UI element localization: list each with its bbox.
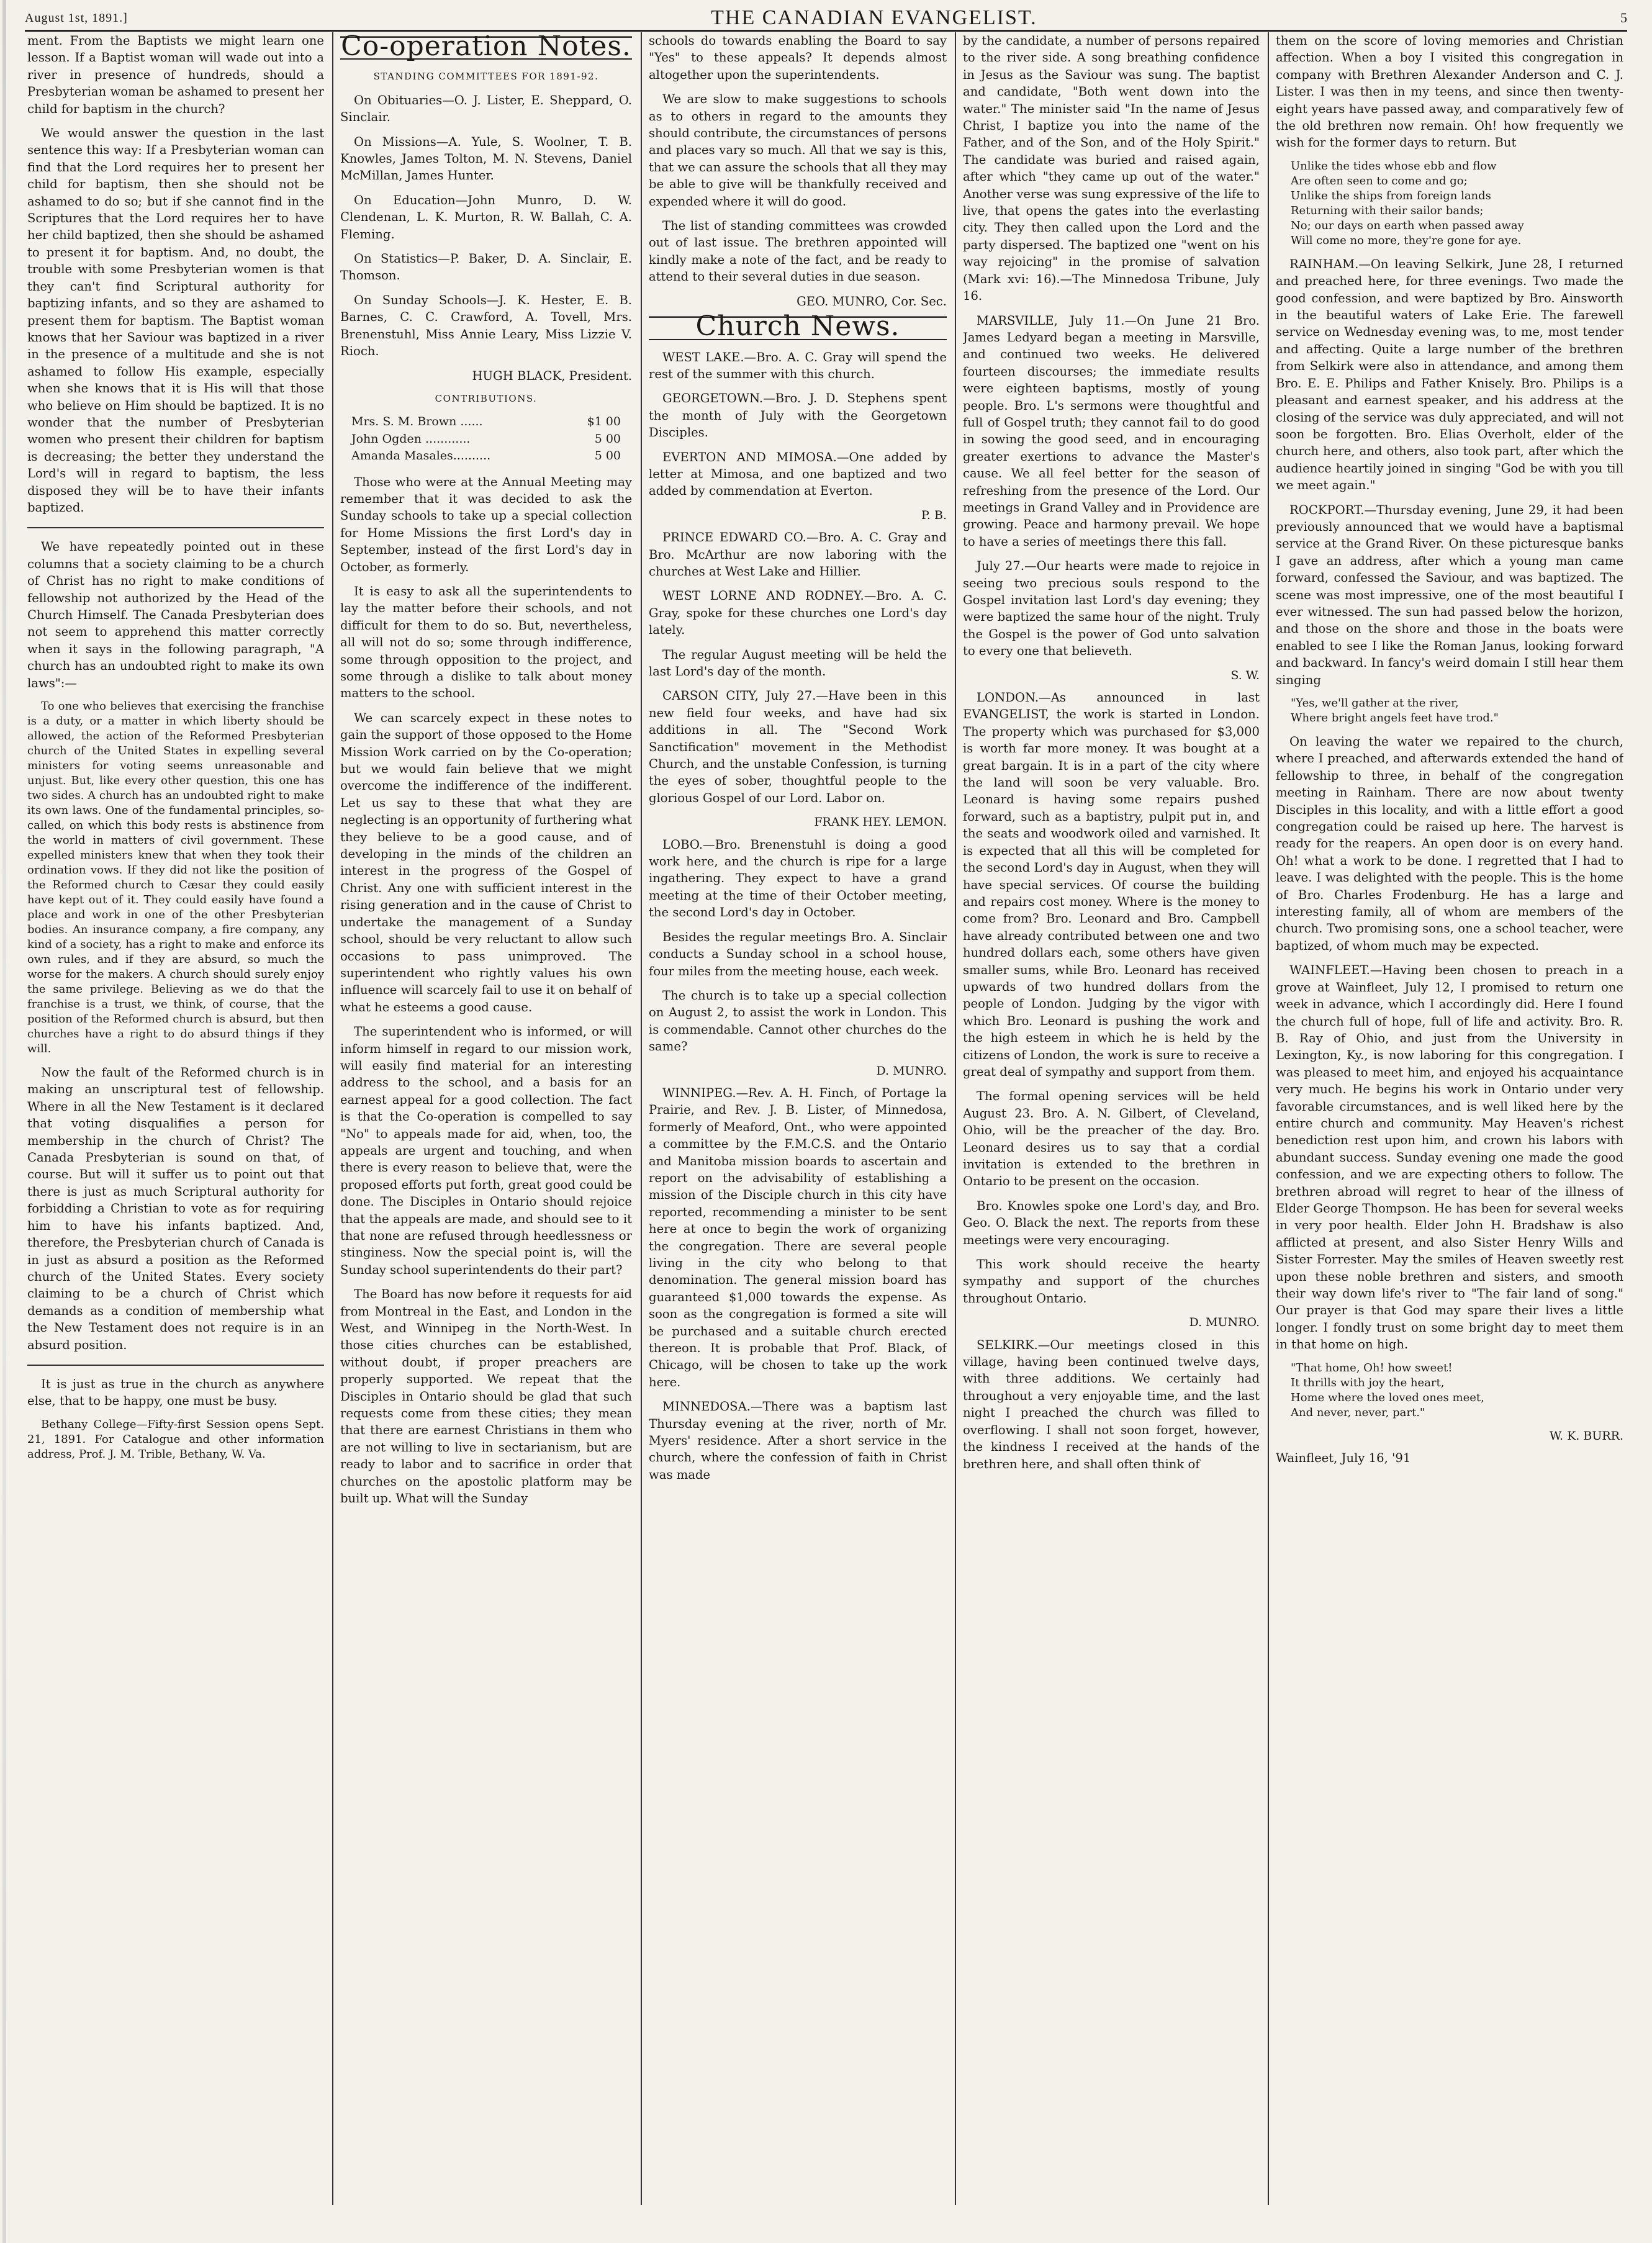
paragraph: On Missions—A. Yule, S. Woolner, T. B. Knowles, James Tolton, M. N. Stevens, Daniel McMillan, James Hunter. xyxy=(340,134,632,183)
paragraph: them on the score of loving memories and Christian affection. When a boy I visited this congregation in company with Brethren Alexander Anderson and C. J. Lister. I was then in my teens, and since then twenty-eight years have passed away, and comparatively few of the old brethren now remain. Oh! how frequently we wish for the former days to return. But xyxy=(1276,34,1623,150)
paragraph: We have repeatedly pointed out in these columns that a society claiming to be a church of Christ has no right to make conditions of fellowship not authorized by the Head of the Church Himself. The Canada Presbyterian does not seem to apprehend this matter correctly when it says in the following paragraph, "A church has an undoubted right to make its own laws":— xyxy=(27,539,324,690)
table-cell: 5 00 xyxy=(594,449,621,463)
page-edge xyxy=(2,0,6,2243)
paragraph: ment. From the Baptists we might learn one lesson. If a Baptist woman will wade out into a river in presence of hundreds, should a Presbyterian woman be ashamed to present her child for baptism in the church? xyxy=(27,34,324,116)
dateline: Wainfleet, July 16, '91 xyxy=(1276,1451,1411,1466)
table-row xyxy=(340,448,632,464)
paragraph: On Obituaries—O. J. Lister, E. Sheppard, O. Sinclair. xyxy=(340,93,632,125)
block-quote: To one who believes that exercising the franchise is a duty, or a matter in which liberty should be allowed, the action of the Reformed Presbyterian church of the United States in expelling several ministers for voting seems unreasonable and unjust. But, like every other question, this one has two sides. A church has an undoubted right to make its own laws. One of the fundamental principles, so-called, on which this body rests is abstinence from the world in matters of civil government. These expelled ministers knew that when they took their ordination vows. If they did not like the position of the Reformed church to Cæsar they could easily have kept out of it. They could easily have found a place and work in one of the other Presbyterian bodies. An insurance company, a fire company, any kind of a society, has a right to make and enforce its own rules, and if they are absurd, so much the worse for the makers. A church should surely enjoy the same privilege. Believing as we do that the franchise is a trust, we think, of course, that the position of the Reformed church is absurd, but then churches have a right to do absurd things if they will. xyxy=(27,700,324,1056)
signature: D. MUNRO. xyxy=(1189,1316,1260,1330)
table-cell: $1 00 xyxy=(587,415,621,429)
divider xyxy=(27,527,324,528)
signature: FRANK HEY. LEMON. xyxy=(814,815,947,829)
signature: S. W. xyxy=(1230,668,1260,682)
advertisement: Bethany College—Fifty-first Session opens Sept. 21, 1891. For Catalogue and other information address, Prof. J. M. Trible, Bethany, W. Va. xyxy=(27,1417,324,1461)
paragraph: Now the fault of the Reformed church is in making an unscriptural test of fellowship. Where in all the New Testament is it declared that voting disqualifies a person for membership in the church of Christ? The Canada Presbyterian is sound on that, of course. But will it suffer us to point out that there is just as much Scriptural authority for forbidding a Christian to vote as for requiring him to have his infants baptized. And, therefore, the Presbyterian church of Canada is in just as absurd a position as the Reformed church of the United States. Every society claiming to be a church of Christ which demands as a condition of membership what the New Testament does not require is in an absurd position. xyxy=(27,1065,324,1352)
column-rule xyxy=(1268,32,1269,2205)
column-rule xyxy=(332,32,333,2205)
section-title-church-news: Church News. xyxy=(649,316,947,340)
poem: Unlike the tides whose ebb and flow Are often seen to come and go; Unlike the ships from foreign lands Returning with their sailor bands; No; our days on earth when passed away Will come no more, they're gone for aye. xyxy=(1291,159,1524,247)
paragraph: We can scarcely expect in these notes to gain the support of those opposed to the Home Mission Work carried on by the Co-operation; but we would fain believe that we might overcome the indifference of the indifferent. Let us say to these that what they are neglecting is an opportunity of furthering what they believe to be a good cause, and of developing in the minds of the children an interest in the progress of the Gospel of Christ. Any one with sufficient interest in the rising generation and in the cause of Christ to undertake the management of a Sunday school, should be very reluctant to allow such occasions to pass unimproved. The superintendent who rightly values his own influence will scarcely fail to use it on behalf of what he esteems a good cause. xyxy=(340,710,632,1014)
signature: W. K. BURR. xyxy=(1549,1428,1623,1443)
paragraph: RAINHAM.—On leaving Selkirk, June 28, I returned and preached here, for three evenings. Two made the good confession, and were baptized by Bro. Ainsworth in the beautiful waters of Lake Erie. The farewell service on Wednesday evening was, to me, most tender and affecting. Quite a large number of the brethren from Selkirk were also in attendance, and among them Bro. E. E. Philips and Father Knisely. Bro. Philips is a pleasant and earnest speaker, and his address at the closing of the service was duly appreciated, and will not soon be forgotten. Bro. Elias Overholt, elder of the church here, and others, also took part, after which the audience heartily joined in singing "God be with you till we meet again." xyxy=(1276,256,1623,493)
page-number: 5 xyxy=(1620,10,1627,25)
paragraph: It is easy to ask all the superintendents to lay the matter before their schools, and not difficult for them to do so. But, nevertheless, all will not do so; some through indifference, some through opposition to the project, and some through a dislike to talk about money matters to the school. xyxy=(340,584,632,701)
paragraph: On leaving the water we repaired to the church, where I preached, and afterwards extended the hand of fellowship to three, in behalf of the congregation meeting in Rainham. There are now about twenty Disciples in this locality, and with a little effort a good congregation could be raised up here. The harvest is ready for the reapers. An open door is on every hand. Oh! what a work to be done. I regretted that I had to leave. I was delighted with the people. This is the home of Bro. Charles Frodenburg. He has a large and interesting family, all of whom are members of the church. Two promising sons, one a school teacher, were baptized, of whom much may be expected. xyxy=(1276,734,1623,953)
paragraph: WAINFLEET.—Having been chosen to preach in a grove at Wainfleet, July 12, I promised to return one week in advance, which I accordingly did. Here I found the church full of hope, full of life and activity. Bro. R. B. Ray of Ohio, and just from the University in Lexington, Ky., is now laboring for this congregation. I was pleased to meet him, and enjoyed his acquaintance very much. He begins his work in Ontario under very favorable circumstances, and is well liked here by the entire church and community. May Heaven's richest benediction rest upon him, and crown his labors with abundant success. Sunday evening one made the good confession, and we are expecting others to follow. The brethren abroad will regret to hear of the illness of Elder George Thompson. He has been for several weeks in very poor health. Elder John H. Bradshaw is also afflicted at present, and also Sister Henry Wills and Sister Forrester. May the smiles of Heaven sweetly rest upon these noble brethren and sisters, and smooth their way down life's river to "The fair land of song." Our prayer is that God may spare their lives a little longer. I fondly trust on some bright day to meet them in that home on high. xyxy=(1276,963,1623,1352)
paragraph: On Education—John Munro, D. W. Clendenan, L. K. Murton, R. W. Ballah, C. A. Fleming. xyxy=(340,192,632,241)
signature: HUGH BLACK, President. xyxy=(472,368,632,383)
paragraph: MINNEDOSA.—There was a baptism last Thursday evening at the river, north of Mr. Myers' residence. After a short service in the church, where the confession of faith in Christ was made xyxy=(649,1399,947,1482)
issue-date: August 1st, 1891.] xyxy=(25,11,128,25)
column-rule xyxy=(955,32,956,2205)
table-row xyxy=(340,431,632,448)
column-4 xyxy=(963,32,1260,2227)
paragraph: The superintendent who is informed, or will inform himself in regard to our mission work, will easily find material for an interesting address to the school, and a basis for an earnest appeal for a good collection. The fact is that the Co-operation is compelled to say "No" to appeals made for aid, when, too, the appeals are urgent and touching, and when there is every reason to believe that, were the proposed efforts put forth, great good could be done. The Disciples in Ontario should rejoice that the appeals are made, and should see to it that none are refused through heedlessness or stinginess. Now the special point is, will the Sunday school superintendents do their part? xyxy=(340,1024,632,1277)
paragraph: The list of standing committees was crowded out of last issue. The brethren appointed will kindly make a note of the fact, and be ready to attend to their several duties in due season. xyxy=(649,219,947,284)
paragraph: The formal opening services will be held August 23. Bro. A. N. Gilbert, of Cleveland, Ohio, will be the preacher of the day. Bro. Leonard desires us to say that a cordial invitation is extended to the brethren in Ontario to be present on the occasion. xyxy=(963,1089,1260,1189)
paragraph: It is just as true in the church as anywhere else, that to be happy, one must be busy. xyxy=(27,1376,324,1409)
subheading: CONTRIBUTIONS. xyxy=(435,392,538,404)
paragraph: LOBO.—Bro. Brenenstuhl is doing a good work here, and the church is ripe for a large ingathering. They expect to have a grand meeting at the time of their October meeting, the second Lord's day in October. xyxy=(649,837,947,920)
table-cell: Mrs. S. M. Brown ...... xyxy=(351,415,483,429)
table-cell: John Ogden ............ xyxy=(351,431,471,446)
table-row xyxy=(340,413,632,430)
column-5 xyxy=(1276,32,1623,2227)
paragraph: The regular August meeting will be held the last Lord's day of the month. xyxy=(649,647,947,679)
paragraph: WEST LORNE AND RODNEY.—Bro. A. C. Gray, spoke for these churches one Lord's day lately. xyxy=(649,589,947,638)
table-cell: 5 00 xyxy=(594,431,621,446)
paragraph: Those who were at the Annual Meeting may remember that it was decided to ask the Sunday schools to take up a special collection for Home Missions the first Lord's day in September, instead of the first Lord's day in October, as formerly. xyxy=(340,474,632,574)
paragraph: by the candidate, a number of persons repaired to the river side. A song breathing confidence in Jesus as the Saviour was sung. The baptist and candidate, "Both went down into the water." The minister said "In the name of Jesus Christ, I baptize you into the name of the Father, and of the Son, and of the Holy Spirit." The candidate was buried and raised again, after which "they came up out of the water." Another verse was sung expressive of the life to live, that opens the gates into the everlasting city. They then called upon the Lord and the party dispersed. The baptized one "went on his way rejoicing" in the promise of salvation (Mark xvi: 16).—The Minnedosa Tribune, July 16. xyxy=(963,34,1260,304)
paragraph: ROCKPORT.—Thursday evening, June 29, it had been previously announced that we would have a baptismal service at the Grand River. On these picturesque banks I gave an address, after which a young man came forward, confessed the Saviour, and was baptized. The scene was most impressive, one of the most beautiful I ever witnessed. The sun had passed below the horizon, and those on the shore and those in the boats were enabled to see I like the Roman Janus, looking forward and backward. In fancy's weird domain I still hear them singing xyxy=(1276,502,1623,687)
column-rule xyxy=(641,32,642,2205)
paragraph: Bro. Knowles spoke one Lord's day, and Bro. Geo. O. Black the next. The reports from these meetings were very encouraging. xyxy=(963,1198,1260,1247)
column-1 xyxy=(27,32,324,2227)
paragraph: EVERTON AND MIMOSA.—One added by letter at Mimosa, and one baptized and two added by commendation at Everton. xyxy=(649,449,947,499)
column-3 xyxy=(649,32,947,2227)
paragraph: The Board has now before it requests for aid from Montreal in the East, and London in the West, and Winnipeg in the North-West. In those cities churches can be established, without doubt, if proper preachers are properly supported. We repeat that the Disciples in Ontario should be glad that such requests come from these cities; they mean that there are earnest Christians in them who are not willing to live in sectarianism, but are ready to labor and to sacrifice in order that churches on the apostolic platform may be built up. What will the Sunday xyxy=(340,1287,632,1506)
paragraph: On Statistics—P. Baker, D. A. Sinclair, E. Thomson. xyxy=(340,251,632,283)
paragraph: Besides the regular meetings Bro. A. Sinclair conducts a Sunday school in a school house, four miles from the meeting house, each week. xyxy=(649,929,947,978)
paragraph: WINNIPEG.—Rev. A. H. Finch, of Portage la Prairie, and Rev. J. B. Lister, of Minnedosa, formerly of Meaford, Ont., who were appointed a committee by the F.M.C.S. and the Ontario and Manitoba mission boards to ascertain and report on the advisability of establishing a mission of the Disciple church in this city have reported, recommending a minister to be sent here at once to begin the work of organizing the congregation. There are several people living in the city who belong to that denomination. The general mission board has guaranteed $1,000 towards the expense. As soon as the congregation is formed a site will be purchased and a suitable church erected thereon. It is probable that Prof. Black, of Chicago, will be chosen to take up the work here. xyxy=(649,1085,947,1389)
paragraph: PRINCE EDWARD CO.—Bro. A. C. Gray and Bro. McArthur are now laboring with the churches at West Lake and Hillier. xyxy=(649,530,947,579)
paragraph: SELKIRK.—Our meetings closed in this village, having been continued twelve days, with three additions. We certainly had throughout a very enjoyable time, and the last night I preached the church was filled to overflowing. I shall not soon forget, however, the kindness I received at the hands of the brethren here, and shall often think of xyxy=(963,1337,1260,1471)
paragraph: On Sunday Schools—J. K. Hester, E. B. Barnes, C. C. Crawford, A. Tovell, Mrs. Brenenstuhl, Miss Annie Leary, Miss Lizzie V. Rioch. xyxy=(340,292,632,359)
paragraph: CARSON CITY, July 27.—Have been in this new field four weeks, and have had six additions in all. The "Second Work Sanctification" movement in the Methodist Church, and the unstable Confession, is turning the eyes of sober, thoughtful people to the glorious Gospel of our Lord. Labor on. xyxy=(649,688,947,805)
poem: "That home, Oh! how sweet! It thrills with joy the heart, Home where the loved ones meet, And never, never, part." xyxy=(1291,1361,1484,1419)
paragraph: The church is to take up a special collection on August 2, to assist the work in London. This is commendable. Cannot other churches do the same? xyxy=(649,988,947,1054)
paragraph: schools do towards enabling the Board to say "Yes" to these appeals? It depends almost altogether upon the superintendents. xyxy=(649,34,947,82)
paragraph: WEST LAKE.—Bro. A. C. Gray will spend the rest of the summer with this church. xyxy=(649,350,947,381)
table-cell: Amanda Masales.......... xyxy=(351,449,491,463)
subheading: STANDING COMMITTEES FOR 1891-92. xyxy=(373,71,599,83)
paragraph: We are slow to make suggestions to schools as to others in regard to the amounts they should contribute, the circumstances of persons and places vary so much. All that we say is this, that we can assure the schools that all they may be able to give will be thankfully received and expended where it will do good. xyxy=(649,92,947,209)
signature: D. MUNRO. xyxy=(876,1063,947,1078)
section-title-cooperation: Co-operation Notes. xyxy=(341,32,631,62)
signature: P. B. xyxy=(921,508,947,522)
paragraph: LONDON.—As announced in last EVANGELIST, the work is started in London. The property which was purchased for $3,000 is worth far more money. It was bought at a great bargain. It is in a part of the city where the land will soon be very valuable. Bro. Leonard is having some repairs pushed forward, such as a baptistry, pulpit put in, and the seats and woodwork oiled and varnished. It is expected that all this will be completed for the second Lord's day in August, when they will have special services. Of course the building and repairs cost money. Where is the money to come from? Bro. Leonard and Bro. Campbell have already contributed between one and two hundred dollars each, some others have given smaller sums, while Bro. Leonard has received upwards of two hundred dollars from the people of London. Judging by the vigor with which Bro. Leonard is pushing the work and the high esteem in which he is held by the citizens of London, the work is sure to receive a great deal of sympathy and support from them. xyxy=(963,690,1260,1079)
paragraph: This work should receive the hearty sympathy and support of the churches throughout Ontario. xyxy=(963,1257,1260,1306)
contributions-table xyxy=(340,413,632,464)
paragraph: MARSVILLE, July 11.—On June 21 Bro. James Ledyard began a meeting in Marsville, and continued two weeks. He delivered fourteen discourses; the immediate results were eighteen baptisms, mostly of young people. Bro. L's sermons were thoughtful and full of Gospel truth; they cannot fail to do good in sowing the good seed, and in encouraging greater exertions to advance the Master's cause. We all feel better for the season of refreshing from the presence of the Lord. Our meetings in Grand Valley and in Providence are growing. Peace and harmony prevail. We hope to have a series of meetings there this fall. xyxy=(963,313,1260,549)
paragraph: July 27.—Our hearts were made to rejoice in seeing two precious souls respond to the Gospel invitation last Lord's day evening; they were baptized the same hour of the night. Truly the Gospel is the power of God unto salvation to every one that believeth. xyxy=(963,559,1260,659)
signature: GEO. MUNRO, Cor. Sec. xyxy=(797,294,947,309)
divider xyxy=(27,1365,324,1366)
newspaper-title: THE CANADIAN EVANGELIST. xyxy=(711,6,1037,29)
paragraph: GEORGETOWN.—Bro. J. D. Stephens spent the month of July with the Georgetown Disciples. xyxy=(649,391,947,440)
page-header xyxy=(25,6,1627,32)
poem: "Yes, we'll gather at the river, Where bright angels feet have trod." xyxy=(1291,697,1499,724)
paragraph: We would answer the question in the last sentence this way: If a Presbyterian woman can find that the Lord requires her to present her child for baptism, then she should not be ashamed to do so; but if she cannot find in the Scriptures that the Lord requires her to have her child baptized, then she should be ashamed to present it for baptism. And, no doubt, the trouble with some Presbyterian women is that they can't find Scriptural authority for baptizing infants, and so they are ashamed to present them for baptism. The Baptist woman knows that her Saviour was baptized in a river in the presence of a multitude and she is not ashamed to follow His example, especially when she knows that it is His will that those who believe on Him should be baptized. It is no wonder that the number of Presbyterian women who present their children for baptism is decreasing; the better they understand the Lord's will in regard to baptism, the less disposed they will be to have their infants baptized. xyxy=(27,126,324,515)
column-2 xyxy=(340,32,632,2227)
